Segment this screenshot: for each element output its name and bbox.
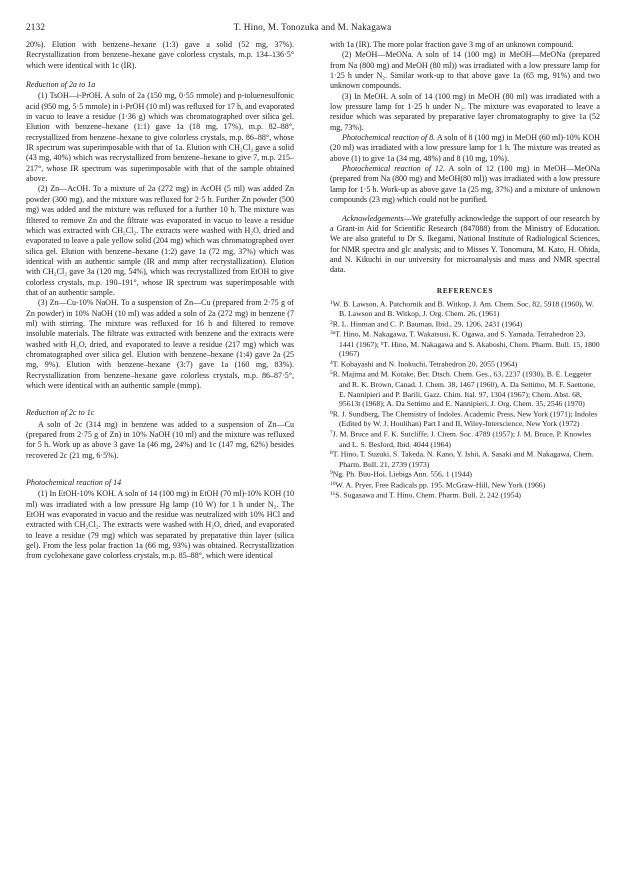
reference-item xyxy=(330,490,600,500)
paragraph xyxy=(330,164,600,205)
page-number: 2132 xyxy=(26,22,46,32)
reference-item xyxy=(330,480,600,490)
reference-number: 8 xyxy=(330,450,333,457)
reference-text: R. J. Sundberg, The Chemistry of Indoles. Academic Press, New York (1971); Indoles (Edited by W. J. Houlihan) Part I and II, Wiley-Interscience, New York (1972) xyxy=(332,409,598,429)
acknowledgements xyxy=(330,214,600,276)
paragraph: (1) In EtOH-10% KOH. A soln of 14 (100 mg) in EtOH (70 ml)-10% KOH (10 ml) was irradiated with a low pressure Hg lamp (10 W) for 1 h under N₂. The EtOH was evaporated in vacuo and the residue was neutralized with 10% HCl and extracted with CH₂Cl₂. The extracts were washed with H₂O, dried, and evaporated to leave a residue (79 mg) which was separated by preparative thin layer (silica gel). From the less polar fraction 1a (66 mg, 93%) was obtained. Recrystallization from cyclohexane gave colorless crystals, m.p. 85–88°, which were identical xyxy=(26,489,294,561)
reference-item xyxy=(330,319,600,329)
spacer xyxy=(26,391,294,399)
reference-number: 9 xyxy=(330,470,333,477)
reference-list xyxy=(330,299,600,500)
section-heading: Photochemical reaction of 14 xyxy=(26,478,122,488)
spacer xyxy=(26,461,294,469)
page-header xyxy=(26,22,599,36)
reference-item xyxy=(330,329,600,359)
reference-item xyxy=(330,449,600,469)
reference-text: T. Hino, M. Nakagawa, T. Wakatsusi, K. Ogawa, and S. Yamada, Tetrahedron 23, 1441 (1967); ᵇT. Hino, M. Nakagawa and S. Akaboshi, Chem. Pharm. Bull. 15, 1800 (1967) xyxy=(335,329,600,359)
reference-text: J. M. Bruce and F. K. Sutcliffe, J. Chem. Soc. 4789 (1957); J. M. Bruce, P. Knowles and L. S. Besford, Ibid. 4044 (1964) xyxy=(332,429,592,449)
reference-number: 1 xyxy=(330,299,333,306)
reference-number: 3a xyxy=(330,330,336,337)
reference-text: S. Sugasawa and T. Hino, Chem. Pharm. Bull. 2, 242 (1954) xyxy=(335,490,521,500)
running-title: T. Hino, M. Tonozuka and M. Nakagawa xyxy=(233,22,392,32)
section-heading: Reduction of 2c to 1c xyxy=(26,408,95,418)
paragraph: (1) TsOH—i-PrOH. A soln of 2a (150 mg, 0·55 mmole) and p-toluenesulfonic acid (950 mg, 5·5 mmole) in i-PrOH (10 ml) was refluxed for 17 h, and evaporated in vacuo to leave a residue (1·36 g) which was chromatographed over silica gel. Elution with benzene–hexane (1:1) gave 1a (18 mg, 17%), m.p. 82–88°, recrystallized from benzene–hexane to give colorless crystals, m.p. 86–88°, whose IR spectrum was superimposable with that of 1a. Elution with CH₂Cl₂ gave a solid (43 mg, 40%) which was recrystallized from benzene–hexane to give 7, m.p. 215–217°, whose IR spectrum was superimposable with that of the sample obtained above. xyxy=(26,91,294,184)
ack-text: —We gratefully acknowledge the support of our research by a Grant-in Aid for Scientific Research (847088) from the Ministry of Education. We are also grateful to Dr S. Ikegami, National Institute of Radiological Sciences, for NMR spectra and glc analysis; and to Misses Y. Tonomura, M. Kato, H. Ohida, and N. Kikuchi in our university for microanalysis and mass and NMR spectral data. xyxy=(330,213,600,275)
reference-number: 11 xyxy=(330,491,336,498)
reference-item xyxy=(330,409,600,429)
inline-heading: Photochemical reaction of 8. xyxy=(342,133,436,143)
reference-text: R. L. Hinman and C. P. Bauman, Ibid., 29, 1206, 2431 (1964) xyxy=(332,319,523,329)
reference-item xyxy=(330,469,600,479)
references-heading: REFERENCES xyxy=(436,286,494,295)
paragraph: (3) In MeOH. A soln of 14 (100 mg) in MeOH (80 ml) was irradiated with a low pressure lamp for 1·25 h under N₂. The mixture was evaporated to leave a residue which was separated by preparative layer chromatography to give 1a (52 mg, 73%). xyxy=(330,91,600,132)
paragraph-text: A soln of 12 (100 mg) in MeOH—MeONa (prepared from Na (800 mg) and MeOH(80 ml)) was irradiated with a low pressure lamp for 1·5 h. Work-up as above gave 1a (25 mg, 37%) and a mixture of unknown compounds (23 mg) which could not be purified. xyxy=(330,164,600,205)
reference-item xyxy=(330,369,600,409)
reference-text: W. B. Lawson, A. Patchornik and B. Witkop, J. Am. Chem. Soc. 82, 5918 (1960), W. B. Lawson and B. Witkop, J. Org. Chem. 26, (1961) xyxy=(332,299,594,319)
reference-text: Ng. Ph. Buu-Hoi, Liebigs Ann. 556, 1 (1944) xyxy=(332,469,472,479)
paragraph: A soln of 2c (314 mg) in benzene was added to a suspension of Zn—Cu (prepared from 2·75 g of Zn) in 10% NaOH (10 ml) and the mixture was refluxed for 5 h. Work up as above 3 gave 1a (46 mg, 24%) and 1c (147 mg, 62%) besides recovered 2c (21 mg, 6·5%). xyxy=(26,419,294,460)
inline-heading: Photochemical reaction of 12. xyxy=(342,164,445,174)
reference-number: 10 xyxy=(330,480,336,487)
section-heading: Reduction of 2a to 1a xyxy=(26,80,96,90)
paragraph-text: A soln of 8 (100 mg) in MeOH (60 ml)-10% KOH (20 ml) was irradiated with a low pressure lamp for 1 h. The mixture was treated as above (1) to give 1a (34 mg, 48%) and 8 (10 mg, 10%). xyxy=(330,133,600,163)
paragraph: 20%). Elution with benzene–hexane (1:3) gave a solid (52 mg, 37%). Recrystallization from benzene–hexane gave colorless crystals, m.p. 134–136·5° which were identical with 1c (IR). xyxy=(26,40,294,70)
right-column xyxy=(330,40,600,500)
left-column xyxy=(26,40,294,562)
paragraph xyxy=(330,133,600,164)
reference-item xyxy=(330,429,600,449)
reference-text: R. Majima and M. Kotake, Ber. Dtsch. Chem. Ges., 63, 2237 (1930), B. E. Leggeter and R. K. Brown, Canad. J. Chem. 38, 1467 (1960), A. Da Settimo, M. F. Saettone, E. Nannipieri and P. Barili, Gazz. Chim. Ital. 97, 1304 (1967); Chem. Abst. 68, 95613t (1968); A. Da Settimo and E. Nannipieri, J. Org. Chem. 35, 2546 (1970) xyxy=(332,369,596,409)
reference-number: 7 xyxy=(330,430,333,437)
reference-text: T. Hino, T. Suzuki, S. Takeda, N. Kano, Y. Ishii, A. Sasaki and M. Nakagawa, Chem. Pharm. Bull. 21, 2739 (1973) xyxy=(332,449,594,469)
reference-text: T. Kobayashi and N. Inokuchi, Tetrahedron 20, 2055 (1964) xyxy=(332,359,518,369)
paragraph: with 1a (IR). The more polar fraction gave 3 mg of an unknown compound. xyxy=(330,40,574,49)
spacer xyxy=(330,206,600,214)
reference-text: W. A. Pryer, Free Radicals pp. 195. McGraw-Hill, New York (1966) xyxy=(335,480,546,490)
reference-item xyxy=(330,359,600,369)
reference-number: 2 xyxy=(330,320,333,326)
ack-label: Acknowledgements xyxy=(342,213,404,223)
paragraph: (2) MeOH—MeONa. A soln of 14 (100 mg) in MeOH—MeONa (prepared from Na (800 mg) and MeOH (80 ml)) was irradiated with a low pressure lamp for 1·25 h under N₂. Similar work-up to that above gave 1a (65 mg, 91%) and two unknown compounds. xyxy=(330,50,600,91)
reference-item xyxy=(330,299,600,319)
reference-number: 4 xyxy=(330,360,333,367)
paragraph: (3) Zn—Cu-10% NaOH. To a suspension of Zn—Cu (prepared from 2·75 g of Zn powder) in 10% NaOH (10 ml) was added a soln of 2a (272 mg) in benzene (7 ml) with stirring. The mixture was refluxed for 16 h and filtered to remove insoluble materials. The filtrate was extracted with benzene and the extracts were washed with H₂O, dried, and evaporated to leave a residue (217 mg) which was chromatographed over silica gel. Elution with benzene–hexane (1:4) gave 2a (25 mg, 9%). Elution with benzene–hexane (3:7) gave 1a (160 mg, 83%). Recrystallization from benzene–hexane gave colorless crystals, m.p. 86–87·5°, which were identical with an authentic sample (mmp). xyxy=(26,298,294,390)
paragraph: (2) Zn—AcOH. To a mixture of 2a (272 mg) in AcOH (5 ml) was added Zn powder (300 mg), and the mixture was refluxed for 2·5 h. Further Zn powder (500 mg) was added and the mixture was refluxed for a further 10 h. The mixture was filtered to remove Zn and the filtrate was evaporated in vacuo to leave a residue which was extracted with CH₂Cl₂. The extracts were washed with H₂O, dried and evaporated to leave a pale yellow solid (204 mg) which was chromatographed over silica gel. Elution with benzene–hexane (1:2) gave 1a (72 mg, 37%) which was identical with an authentic sample (IR and mmp after recrystallization). Elution with CH₂Cl₂ gave 3a (120 mg, 54%), which was recrystallized from EtOH to give colorless crystals, m.p. 190–191°, whose IR spectrum was superimposable with that of an authentic sample. xyxy=(26,184,294,297)
reference-number: 5 xyxy=(330,370,333,377)
reference-number: 6 xyxy=(330,410,333,417)
